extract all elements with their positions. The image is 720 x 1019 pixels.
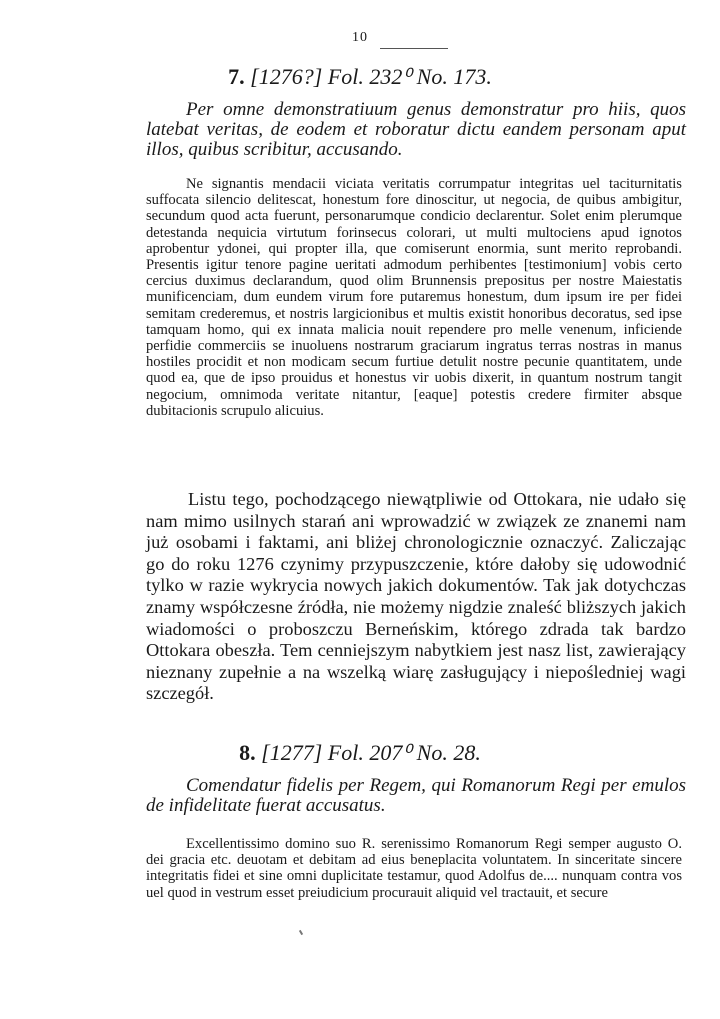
- page-number: 10: [352, 30, 368, 45]
- page-number-rule: [380, 48, 448, 49]
- section-8-summary: [146, 776, 686, 816]
- section-7-summary: [146, 100, 686, 160]
- section-8-heading: [0, 740, 720, 766]
- section-8-reference: [1277] Fol. 207⁰ No. 28.: [261, 740, 481, 765]
- section-7-heading: [0, 64, 720, 90]
- section-7-commentary: Listu tego, pochodzącego niewątpliwie od Ottokara, nie udało się nam mimo usilnych starań ani wprowadzić w związek ze znanemi nam już osobami i faktami, ani bliżej chronologicznie oznaczyć. Zaliczając go do roku 1276 czynimy przypuszczenie, które dałoby się udowodnić tylko w razie wykrycia nowych jakich dokumentów. Tak jak dotychczas znamy współczesne źródła, nie możemy nigdzie znaleść bliższych jakich wiadomości o proboszczu Berneńskim, którego zdrada tak bardzo Ottokara obeszła. Tem cenniejszym nabytkiem jest nasz list, zawierający nieznany zupełnie a na wszelką wiarę zasługujący i niepośledniej wagi szczegół.: [146, 489, 686, 704]
- section-7-latin-text: Ne signantis mendacii viciata veritatis corrumpatur integritas uel taciturnitatis suffocata silencio delitescat, honestum fore dinoscitur, ut negocia, de quibus ambigitur, secundum quod acta fuerunt, personarumque condicio declarentur. Solet enim plerumque detestanda nequicia virtutum forinsecus colorari, ut multi multociens apud ignotos aprobentur ydonei, qui propter illa, que comiserunt enormia, sunt merito reprobandi. Presentis igitur tenore pagine ueritati admodum perhibentes [testimonium] vobis certo cercius duximus declarandum, quod olim Brunnensis prepositus per nostre Maiestatis munificenciam, dum eundem virum fore putaremus honestum, dum ipsum ire per fidei semitam crederemus, et nostris largicionibus et multis existit honoribus decoratus, sed ipse tamquam homo, qui ex innata malicia nouit rependere pro melle venenum, inficiende perfidie commerciis se inuoluens nostrarum graciarum ingratus terras nostras in manus hostiles procidit et non modicam secum furtiue detulit nostre pecunie quantitatem, unde quod ea, que de ipso prouidus et honestus vir uobis dixerit, in quantum nostrum tangit negocium, omnimoda veritate nitantur, [eaque] potestis credere firmiter absque dubitacionis scrupulo alicuius.: [146, 176, 682, 419]
- section-7-summary-text: Per omne demonstratiuum genus demonstratur pro hiis, quos latebat veritas, de eodem et roboratur dictu eandem personam aput illos, quibus scribitur, accusando.: [146, 99, 686, 160]
- section-7-number: 7.: [228, 64, 245, 89]
- section-7-reference: [1276?] Fol. 232⁰ No. 173.: [250, 64, 492, 89]
- section-8-latin-text: Excellentissimo domino suo R. serenissimo Romanorum Regi semper augusto O. dei gracia etc. deuotam et debitam ad eius beneplacita voluntatem. In sinceritate sincere integritatis fidei et sine omni duplicitate testamur, quod Adolfus de.... nunquam contra vos uel quod in vestrum esset preiudicium procurauit aliquid vel tractauit, et secure: [146, 836, 682, 901]
- print-speck: [299, 930, 303, 935]
- section-8-number: 8.: [239, 740, 256, 765]
- section-8-summary-text: Comendatur fidelis per Regem, qui Romanorum Regi per emulos de infidelitate fuerat accusatus.: [146, 775, 686, 816]
